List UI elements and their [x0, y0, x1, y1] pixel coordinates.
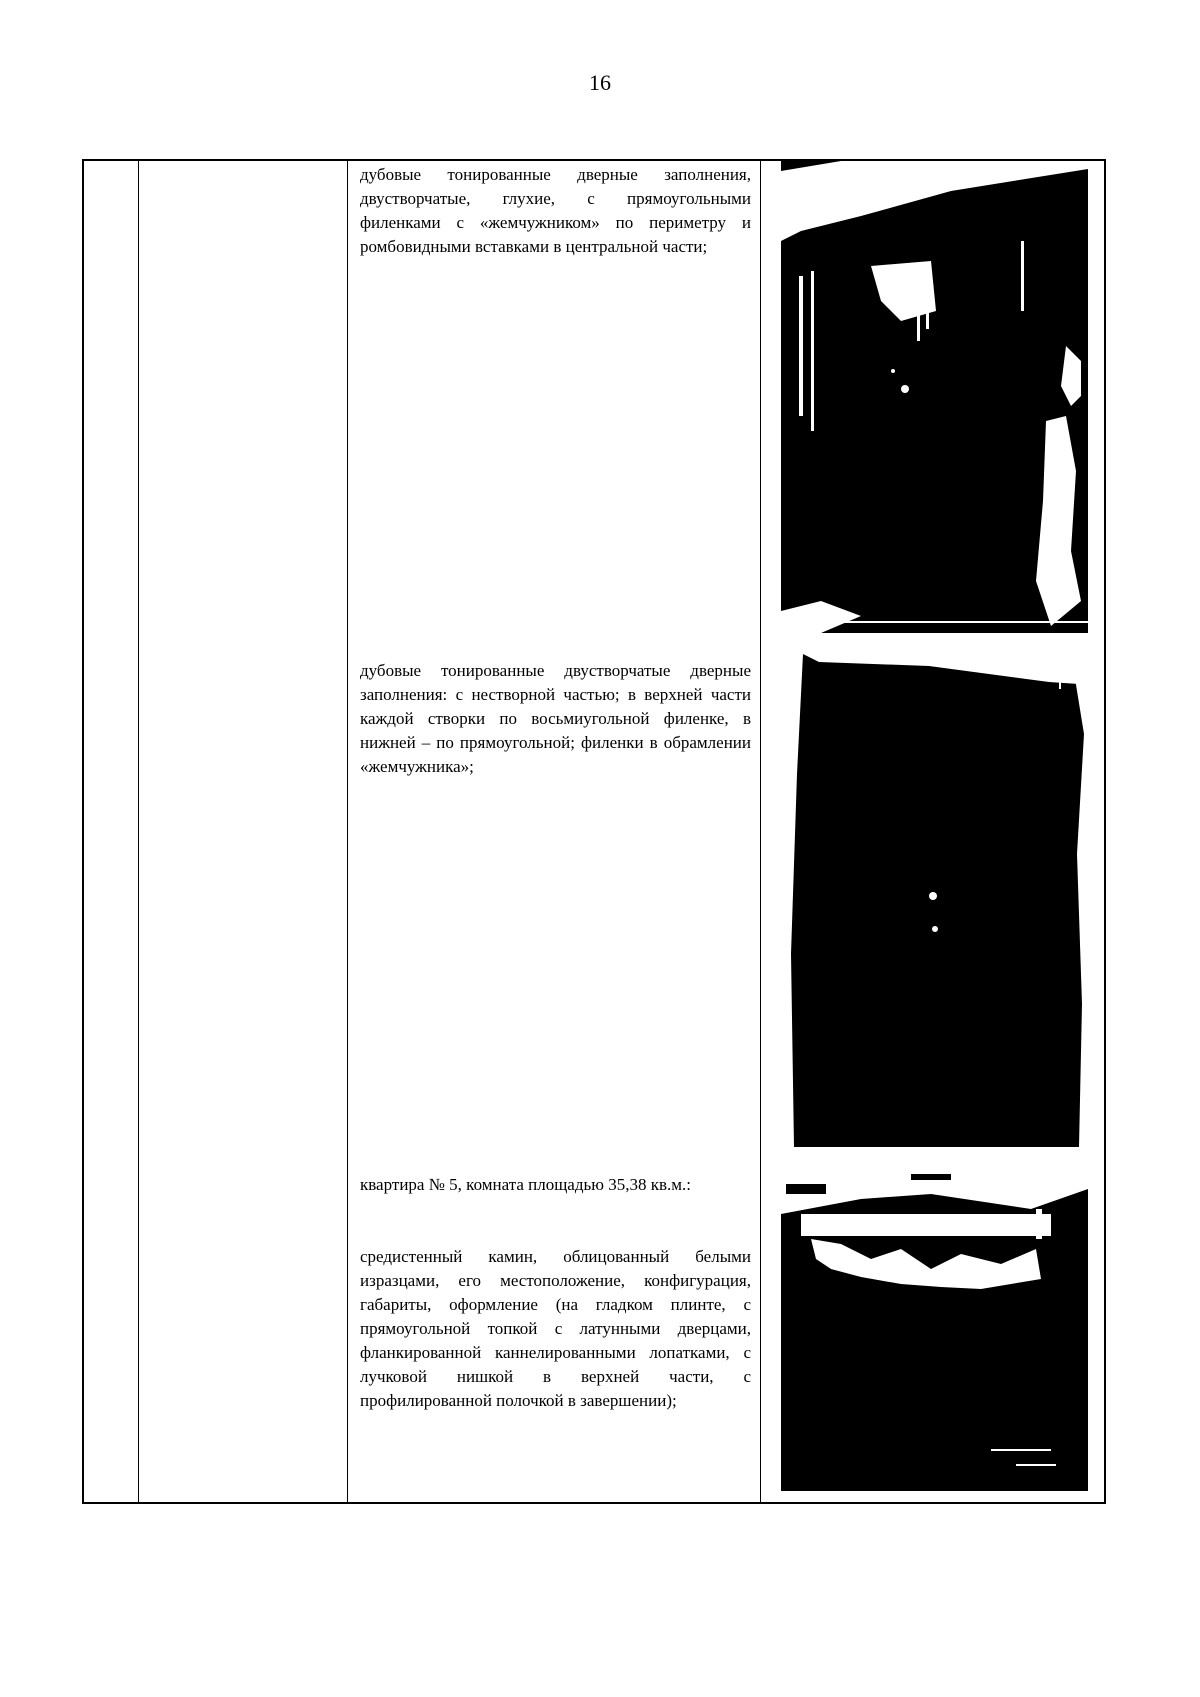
photo-double-door-1 [781, 161, 1088, 633]
entry-heading: квартира № 5, комната площадью 35,38 кв.м.: [360, 1175, 691, 1194]
photo-double-door-2-image [779, 654, 1089, 1147]
photo-fireplace [781, 1169, 1088, 1491]
entry-description: дубовые тонированные дверные заполнения, двустворчатые, глухие, с прямоугольными филенками с «жемчужником» по периметру и ромбовидными вставками в центральной части; [360, 165, 751, 256]
photo-double-door-1-image [781, 161, 1088, 633]
document-table [82, 159, 1106, 1504]
column-divider [138, 161, 139, 1502]
column-divider [760, 161, 761, 1502]
entry-description: дубовые тонированные двустворчатые дверные заполнения: с нестворной частью; в верхней части каждой створки по восьмиугольной филенке, в нижней – по прямоугольной; филенки в обрамлении «жемчужника»; [360, 661, 751, 776]
photo-double-door-2 [779, 654, 1089, 1147]
page-number: 16 [589, 70, 611, 95]
column-divider [347, 161, 348, 1502]
photo-fireplace-image [781, 1169, 1088, 1491]
entry-description: средистенный камин, облицованный белыми изразцами, его местоположение, конфигурация, габариты, оформление (на гладком плинте, с прямоугольной топкой с латунными дверцами, фланкированной каннелированными лопатками, с лучковой нишкой в верхней части, с профилированной полочкой в завершении); [360, 1247, 751, 1410]
